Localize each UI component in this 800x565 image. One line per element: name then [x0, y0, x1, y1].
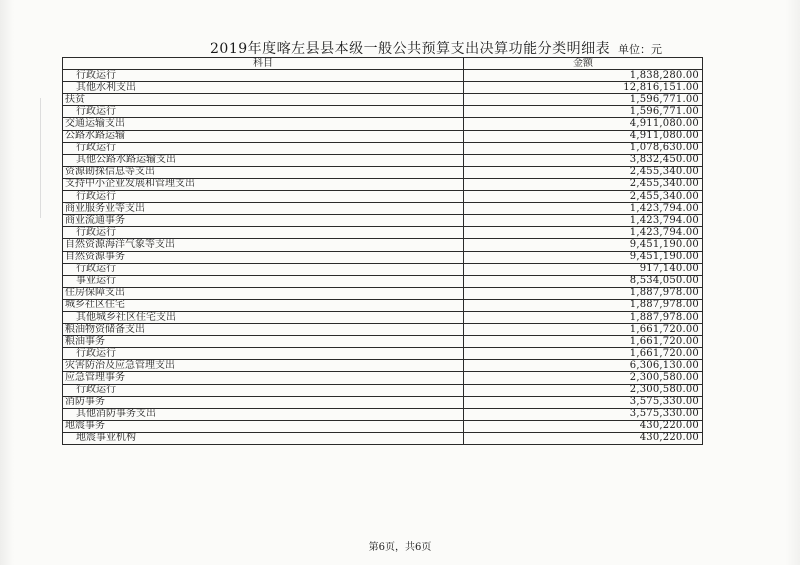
row-amount: 2,300,580.00 [464, 372, 703, 384]
table-row [63, 299, 703, 311]
row-amount: 6,306,130.00 [464, 360, 703, 372]
row-amount: 9,451,190.00 [464, 239, 703, 251]
row-amount: 1,887,978.00 [464, 311, 703, 323]
row-subject-name: 地震事务 [63, 420, 464, 432]
column-header-name: 科目 [63, 58, 464, 70]
row-amount: 3,575,330.00 [464, 408, 703, 420]
row-amount: 430,220.00 [464, 432, 703, 444]
row-subject-name: 灾害防治及应急管理支出 [63, 360, 464, 372]
document-header [62, 38, 702, 56]
row-amount: 2,455,340.00 [464, 191, 703, 203]
table-row [63, 324, 703, 336]
row-subject-name: 城乡社区住宅 [63, 299, 464, 311]
row-amount: 430,220.00 [464, 420, 703, 432]
table-row [63, 372, 703, 384]
table-row [63, 311, 703, 323]
page-title: 2019年度喀左县县本级一般公共预算支出决算功能分类明细表 [210, 41, 611, 57]
row-subject-name: 住房保障支出 [63, 287, 464, 299]
table-row [63, 94, 703, 106]
row-subject-name: 商业流通事务 [63, 215, 464, 227]
row-subject-name: 其他水利支出 [63, 82, 464, 94]
table-header-row [63, 58, 703, 70]
table-row [63, 360, 703, 372]
table-row [63, 106, 703, 118]
table-row [63, 178, 703, 190]
row-amount: 9,451,190.00 [464, 251, 703, 263]
row-amount: 1,596,771.00 [464, 106, 703, 118]
row-subject-name: 其他公路水路运输支出 [63, 154, 464, 166]
row-amount: 2,300,580.00 [464, 384, 703, 396]
table-row [63, 82, 703, 94]
table-row [63, 215, 703, 227]
row-subject-name: 行政运行 [63, 348, 464, 360]
row-subject-name: 事业运行 [63, 275, 464, 287]
row-amount: 2,455,340.00 [464, 166, 703, 178]
row-amount: 1,838,280.00 [464, 70, 703, 82]
row-amount: 3,832,450.00 [464, 154, 703, 166]
table-row [63, 130, 703, 142]
table-body [63, 70, 703, 445]
row-amount: 1,423,794.00 [464, 215, 703, 227]
table-row [63, 396, 703, 408]
row-subject-name: 行政运行 [63, 106, 464, 118]
row-subject-name: 其他城乡社区住宅支出 [63, 311, 464, 323]
table-row [63, 239, 703, 251]
row-amount: 917,140.00 [464, 263, 703, 275]
table-row [63, 191, 703, 203]
row-subject-name: 公路水路运输 [63, 130, 464, 142]
table-row [63, 420, 703, 432]
row-subject-name: 其他消防事务支出 [63, 408, 464, 420]
row-amount: 1,887,978.00 [464, 299, 703, 311]
table-row [63, 154, 703, 166]
table-row [63, 227, 703, 239]
row-amount: 8,534,050.00 [464, 275, 703, 287]
row-subject-name: 自然资源海洋气象等支出 [63, 239, 464, 251]
table-row [63, 263, 703, 275]
page-number: 第6页，共6页 [368, 542, 432, 553]
table-row [63, 275, 703, 287]
table-row [63, 432, 703, 444]
table-row [63, 348, 703, 360]
row-subject-name: 消防事务 [63, 396, 464, 408]
row-subject-name: 交通运输支出 [63, 118, 464, 130]
row-amount: 4,911,080.00 [464, 130, 703, 142]
table-row [63, 408, 703, 420]
table-row [63, 142, 703, 154]
row-subject-name: 地震事业机构 [63, 432, 464, 444]
row-subject-name: 自然资源事务 [63, 251, 464, 263]
scan-edge-mark [40, 98, 49, 218]
table-row [63, 203, 703, 215]
row-subject-name: 粮油物资储备支出 [63, 324, 464, 336]
row-subject-name: 行政运行 [63, 384, 464, 396]
row-amount: 1,661,720.00 [464, 336, 703, 348]
row-amount: 1,423,794.00 [464, 227, 703, 239]
row-subject-name: 行政运行 [63, 191, 464, 203]
row-amount: 4,911,080.00 [464, 118, 703, 130]
row-amount: 2,455,340.00 [464, 178, 703, 190]
unit-label: 单位：元 [618, 43, 662, 56]
table-row [63, 118, 703, 130]
table-row [63, 251, 703, 263]
row-amount: 3,575,330.00 [464, 396, 703, 408]
row-subject-name: 行政运行 [63, 227, 464, 239]
table-row [63, 166, 703, 178]
row-subject-name: 扶贫 [63, 94, 464, 106]
table-row [63, 336, 703, 348]
row-subject-name: 行政运行 [63, 142, 464, 154]
row-amount: 1,078,630.00 [464, 142, 703, 154]
row-amount: 1,596,771.00 [464, 94, 703, 106]
table-row [63, 70, 703, 82]
row-subject-name: 商业服务业等支出 [63, 203, 464, 215]
row-amount: 12,816,151.00 [464, 82, 703, 94]
row-amount: 1,661,720.00 [464, 324, 703, 336]
row-subject-name: 行政运行 [63, 263, 464, 275]
row-amount: 1,661,720.00 [464, 348, 703, 360]
table-row [63, 287, 703, 299]
row-amount: 1,887,978.00 [464, 287, 703, 299]
row-amount: 1,423,794.00 [464, 203, 703, 215]
row-subject-name: 应急管理事务 [63, 372, 464, 384]
row-subject-name: 资源勘探信息等支出 [63, 166, 464, 178]
row-subject-name: 行政运行 [63, 70, 464, 82]
expenditure-table [62, 57, 703, 445]
row-subject-name: 粮油事务 [63, 336, 464, 348]
row-subject-name: 支持中小企业发展和管理支出 [63, 178, 464, 190]
table-row [63, 384, 703, 396]
column-header-amount: 金额 [464, 58, 703, 70]
